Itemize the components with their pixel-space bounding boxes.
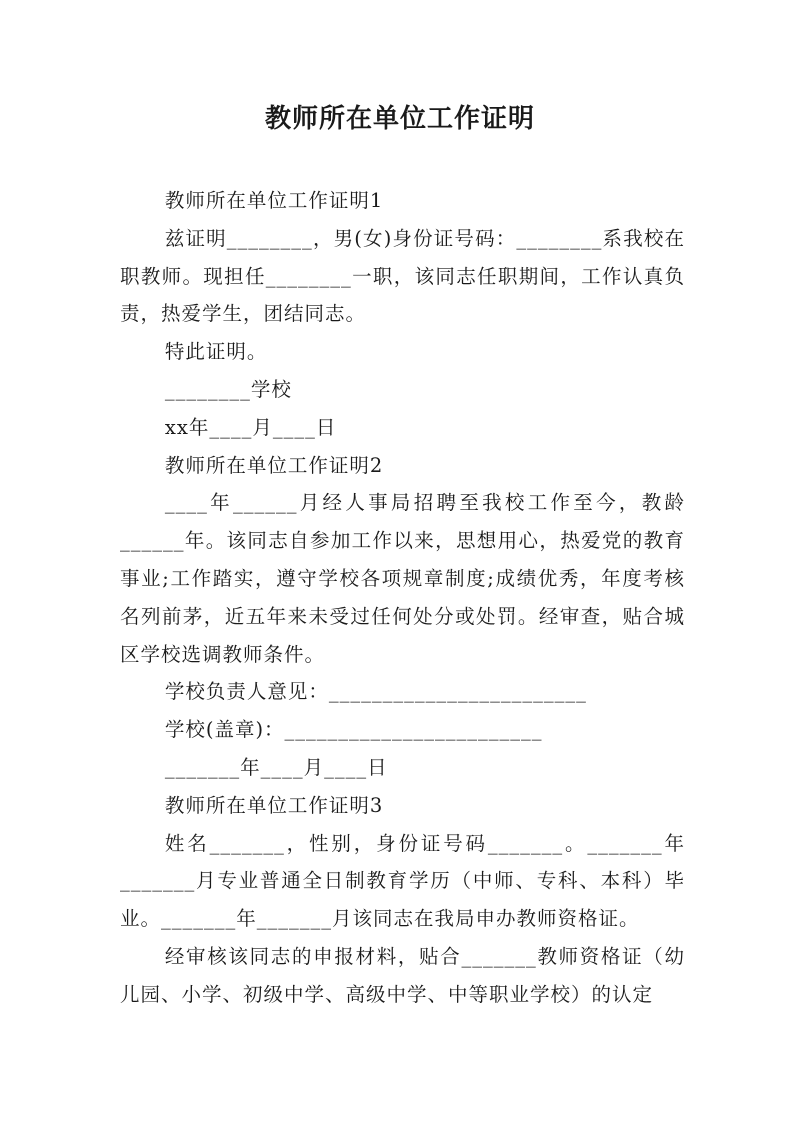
certificate-1-body: 兹证明________，男(女)身份证号码：________系我校在职教师。现担任________一职，该同志任职期间，工作认真负责，热爱学生，团结同志。 (120, 226, 685, 326)
certificate-2-body: ____年______月经人事局招聘至我校工作至今，教龄______年。该同志自参加工作以来，思想用心，热爱党的教育事业;工作踏实，遵守学校各项规章制度;成绩优秀，年度考核名列前茅，近五年来未受过任何处分或处罚。经审查，贴合城区学校选调教师条件。 (120, 491, 685, 666)
certificate-1-closing: 特此证明。 (164, 340, 268, 364)
section-heading-2: 教师所在单位工作证明2 (164, 453, 384, 477)
section-heading-1: 教师所在单位工作证明1 (164, 189, 384, 212)
document-body (120, 182, 685, 1014)
certificate-3-body: 姓名_______，性别，身份证号码_______。_______年_______月专业普通全日制教育学历（中师、专科、本科）毕业。_______年_______月该同志在我局申办教师资格证。 (120, 831, 685, 931)
certificate-1-date: xx年____月____日 (164, 415, 337, 439)
page-title: 教师所在单位工作证明 (264, 104, 535, 134)
certificate-2-principal-opinion: 学校负责人意见：________________________ (164, 680, 587, 704)
certificate-1-school: ________学校 (164, 377, 292, 401)
certificate-3-review: 经审核该同志的申报材料，贴合_______教师资格证（幼儿园、小学、初级中学、高级中学、中等职业学校）的认定 (120, 944, 685, 1006)
certificate-2-date: _______年____月____日 (164, 755, 388, 779)
certificate-2-school-seal: 学校(盖章)：________________________ (164, 718, 543, 742)
section-heading-3: 教师所在单位工作证明3 (164, 793, 384, 817)
